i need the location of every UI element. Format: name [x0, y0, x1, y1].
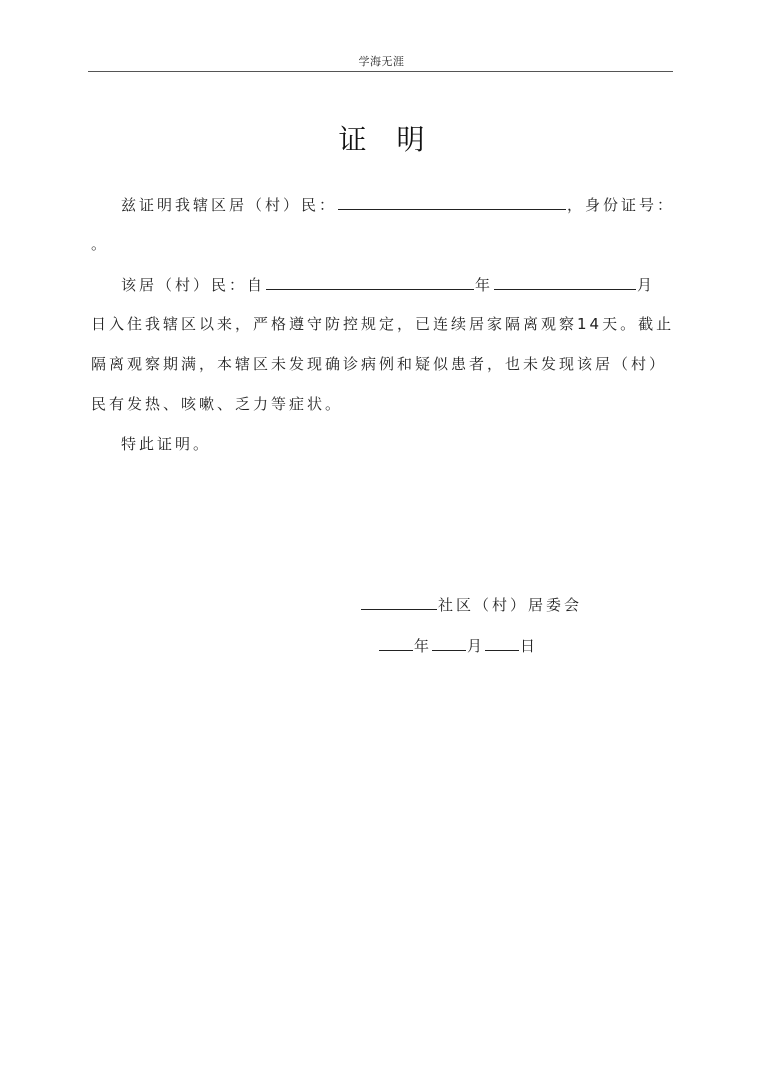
paragraph-body-line-4: 民有发热、咳嗽、乏力等症状。: [91, 395, 344, 413]
community-name-blank[interactable]: [361, 594, 437, 610]
paragraph-body-line-2: 日入住我辖区以来，严格遵守防控规定，已连续居家隔离观察14天。截止: [91, 315, 675, 333]
sig-month-blank[interactable]: [432, 635, 466, 651]
title-char-1: 证: [338, 123, 367, 156]
title-char-2: 明: [396, 123, 425, 156]
paragraph-resident-line: [91, 194, 703, 215]
sig-year-blank[interactable]: [379, 635, 413, 651]
committee-label: 社区（村）居委会: [438, 596, 583, 614]
sig-year-label: 年: [414, 637, 432, 655]
sig-month-label: 月: [467, 637, 485, 655]
year-blank[interactable]: [266, 274, 474, 290]
month-label: 月: [637, 276, 656, 294]
year-label: 年: [475, 276, 494, 294]
page-header: 学海无涯: [358, 55, 405, 68]
paragraph-id-end: [91, 234, 673, 254]
resident-label: 兹证明我辖区居（村）民：: [121, 196, 338, 214]
sig-day-label: 日: [520, 637, 538, 655]
paragraph-body-line-3: 隔离观察期满，本辖区未发现确诊病例和疑似患者，也未发现该居（村）: [91, 355, 668, 373]
from-date-label: 该居（村）民：自: [121, 276, 266, 294]
resident-name-blank[interactable]: [338, 194, 566, 210]
sig-day-blank[interactable]: [485, 635, 519, 651]
closing-statement: 特此证明。: [121, 435, 212, 453]
document-title: [0, 118, 763, 158]
signature-organization: [360, 594, 582, 615]
header-divider: [88, 71, 673, 72]
period: 。: [91, 235, 110, 253]
id-number-label: ，身份证号：: [567, 196, 676, 214]
paragraph-date-line: [91, 274, 703, 295]
signature-date: [378, 635, 537, 656]
month-blank[interactable]: [494, 274, 636, 290]
